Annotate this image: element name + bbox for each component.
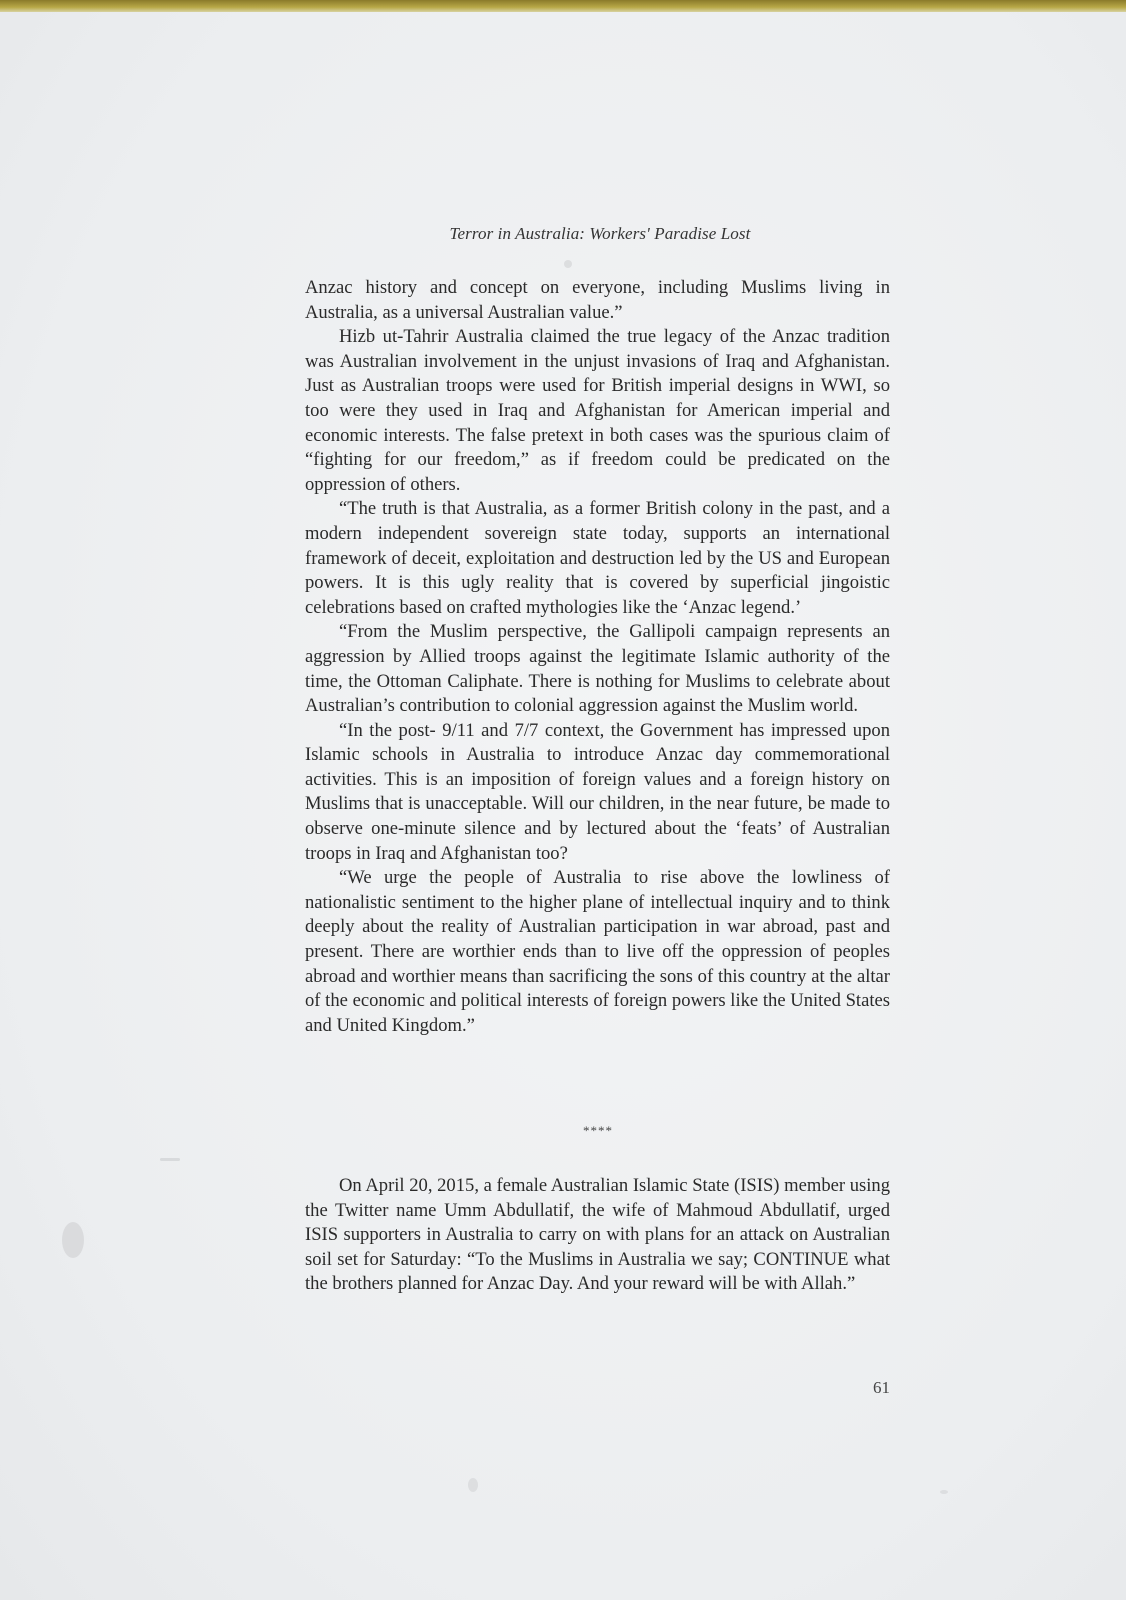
paragraph: “From the Muslim perspective, the Gallipoli campaign represents an aggression by Allied troops against the legitimate Islamic authority of the time, the Ottoman Caliphate. There is nothing for Muslims to celebrate about Australian’s contribution to colonial aggression against the Muslim world.	[305, 621, 890, 717]
paragraph: “In the post- 9/11 and 7/7 context, the Government has impressed upon Islamic schools in Australia to introduce Anzac day commemorational activities. This is an imposition of foreign values and a foreign history on Muslims that is unacceptable. Will our children, in the near future, be made to observe one-minute silence and by lectured about the ‘feats’ of Australian troops in Iraq and Afghanistan too?	[305, 719, 890, 864]
paragraph: “We urge the people of Australia to rise above the lowliness of nationalistic sentiment to the higher plane of intellectual inquiry and to think deeply about the reality of Australian participation in war abroad, past and present. There are worthier ends than to live off the oppression of peoples abroad and worthier means than sacrificing the sons of this country at the altar of the economic and political interests of foreign powers like the United States and United Kingdom.”	[305, 867, 890, 1036]
paragraph: Hizb ut-Tahrir Australia claimed the true legacy of the Anzac tradition was Australian involvement in the unjust invasions of Iraq and Afghanistan. Just as Australian troops were used for British imperial designs in WWI, so too were they used in Iraq and Afghanistan for American imperial and economic interests. The false pretext in both cases was the spurious claim of “fighting for our freedom,” as if freedom could be predicated on the oppression of others.	[305, 326, 890, 495]
paragraph: On April 20, 2015, a female Australian Islamic State (ISIS) member using the Twitter name Umm Abdullatif, the wife of Mahmoud Abdullatif, urged ISIS supporters in Australia to carry on with plans for an attack on Australian soil set for Saturday: “To the Muslims in Australia we say; CONTINUE what the brothers planned for Anzac Day. And your reward will be with Allah.”	[305, 1175, 890, 1295]
final-section	[305, 1174, 890, 1297]
page-number: 61	[873, 1378, 890, 1397]
scan-speck	[160, 1158, 180, 1161]
body-text	[305, 276, 890, 1038]
running-head: Terror in Australia: Workers' Paradise Lost	[449, 224, 751, 243]
scan-edge-band	[0, 0, 1126, 12]
scan-speck	[940, 1490, 948, 1494]
section-separator: ****	[583, 1123, 613, 1138]
scan-speck	[564, 260, 572, 268]
paragraph: “The truth is that Australia, as a former British colony in the past, and a modern independent sovereign state today, supports an international framework of deceit, exploitation and destruction led by the US and European powers. It is this ugly reality that is covered by superficial jingoistic celebrations based on crafted mythologies like the ‘Anzac legend.’	[305, 498, 890, 618]
paragraph: Anzac history and concept on everyone, including Muslims living in Australia, as a universal Australian value.”	[305, 277, 890, 323]
scan-speck	[62, 1222, 84, 1258]
scan-speck	[468, 1478, 478, 1492]
